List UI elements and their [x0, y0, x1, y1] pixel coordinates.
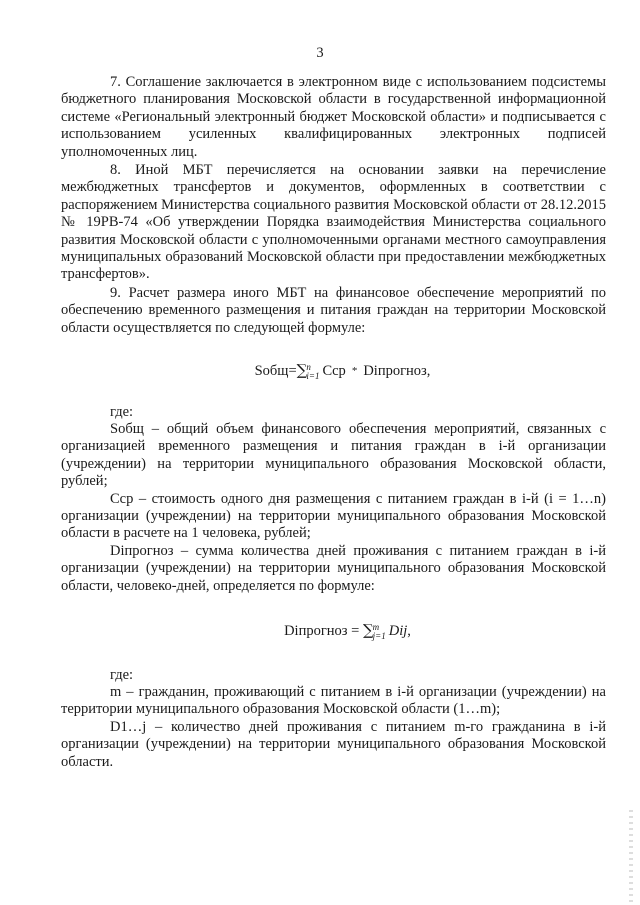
definition-sobsh: Sобщ – общий объем финансового обеспечения мероприятий, связанных с организацией временного размещения и питания граждан в i-й организации (учреждении) на территории муниципального образования Московской области, рублей; [61, 420, 606, 490]
sum-limits [373, 623, 386, 641]
multiply-sign: * [351, 365, 358, 378]
formula2-lhs: Diпрогноз = [284, 622, 360, 639]
page-number: 3 [316, 45, 324, 61]
definition-m: m – гражданин, проживающий с питанием в i-й организации (учреждении) на территории муниципального образования Московской области (1…m); [61, 684, 606, 718]
definition-diprognoz: Diпрогноз – сумма количества дней проживания с питанием граждан в i-й организации (учреждении) на территории муниципального образования Московской области, человеко-дней, определяется по формуле: [61, 542, 606, 594]
where-label-2: где: [110, 666, 134, 683]
sum-upper: n [306, 361, 311, 372]
sum-upper: m [372, 621, 380, 632]
document-body [61, 74, 606, 771]
scan-edge-mark [629, 810, 633, 905]
sum-lower: i=1 [306, 370, 320, 381]
formula-days-forecast [61, 622, 606, 641]
sum-symbol: ∑ [362, 620, 374, 639]
paragraph-9: 9. Расчет размера иного МБТ на финансовое обеспечение мероприятий по обеспечению временного размещения и питания граждан на территории Московской области осуществляется по следующей формуле: [61, 284, 606, 336]
sum-lower: j=1 [372, 630, 386, 641]
definition-ccp: Ccp – стоимость одного дня размещения с питанием граждан в i-й (i = 1…n) организации (учреждении) на территории муниципального образования Московской области в расчете на 1 человека, рублей; [61, 490, 606, 542]
sum-limits [306, 363, 319, 381]
paragraph-8: 8. Иной МБТ перечисляется на основании заявки на перечисление межбюджетных трансфертов и документов, оформленных в соответствии с распоряжением Министерства социального развития Московской области от 28.12.2015 № 19РВ-74 «Об утверждении Порядка взаимодействия Министерства социального развития Московской области с уполномоченными органами местного самоуправления муниципальных образований Московской области при предоставлении межбюджетных трансфертов». [61, 162, 606, 283]
definition-dij: D1…j – количество дней проживания с питанием m-го гражданина в i-й организации (учреждении) на территории муниципального образования Московской области. [61, 718, 606, 770]
where-label-1: где: [110, 403, 134, 420]
sum-symbol: ∑ [296, 361, 308, 380]
formula-total-volume [61, 362, 606, 381]
paragraph-7: 7. Соглашение заключается в электронном виде с использованием подсистемы бюджетного планирования Московской области в государственной информационной системе «Региональный электронный бюджет Московской области» и подписывается с использованием усиленных квалифицированных электронных подписей уполномоченных лиц. [61, 74, 606, 160]
formula2-tail: , [407, 622, 411, 639]
formula1-rhs: Diпрогноз, [363, 363, 431, 380]
formula2-term: Dij [388, 622, 408, 639]
formula1-lhs: Sобщ= [254, 363, 297, 380]
formula1-term: Ccp [322, 363, 346, 380]
